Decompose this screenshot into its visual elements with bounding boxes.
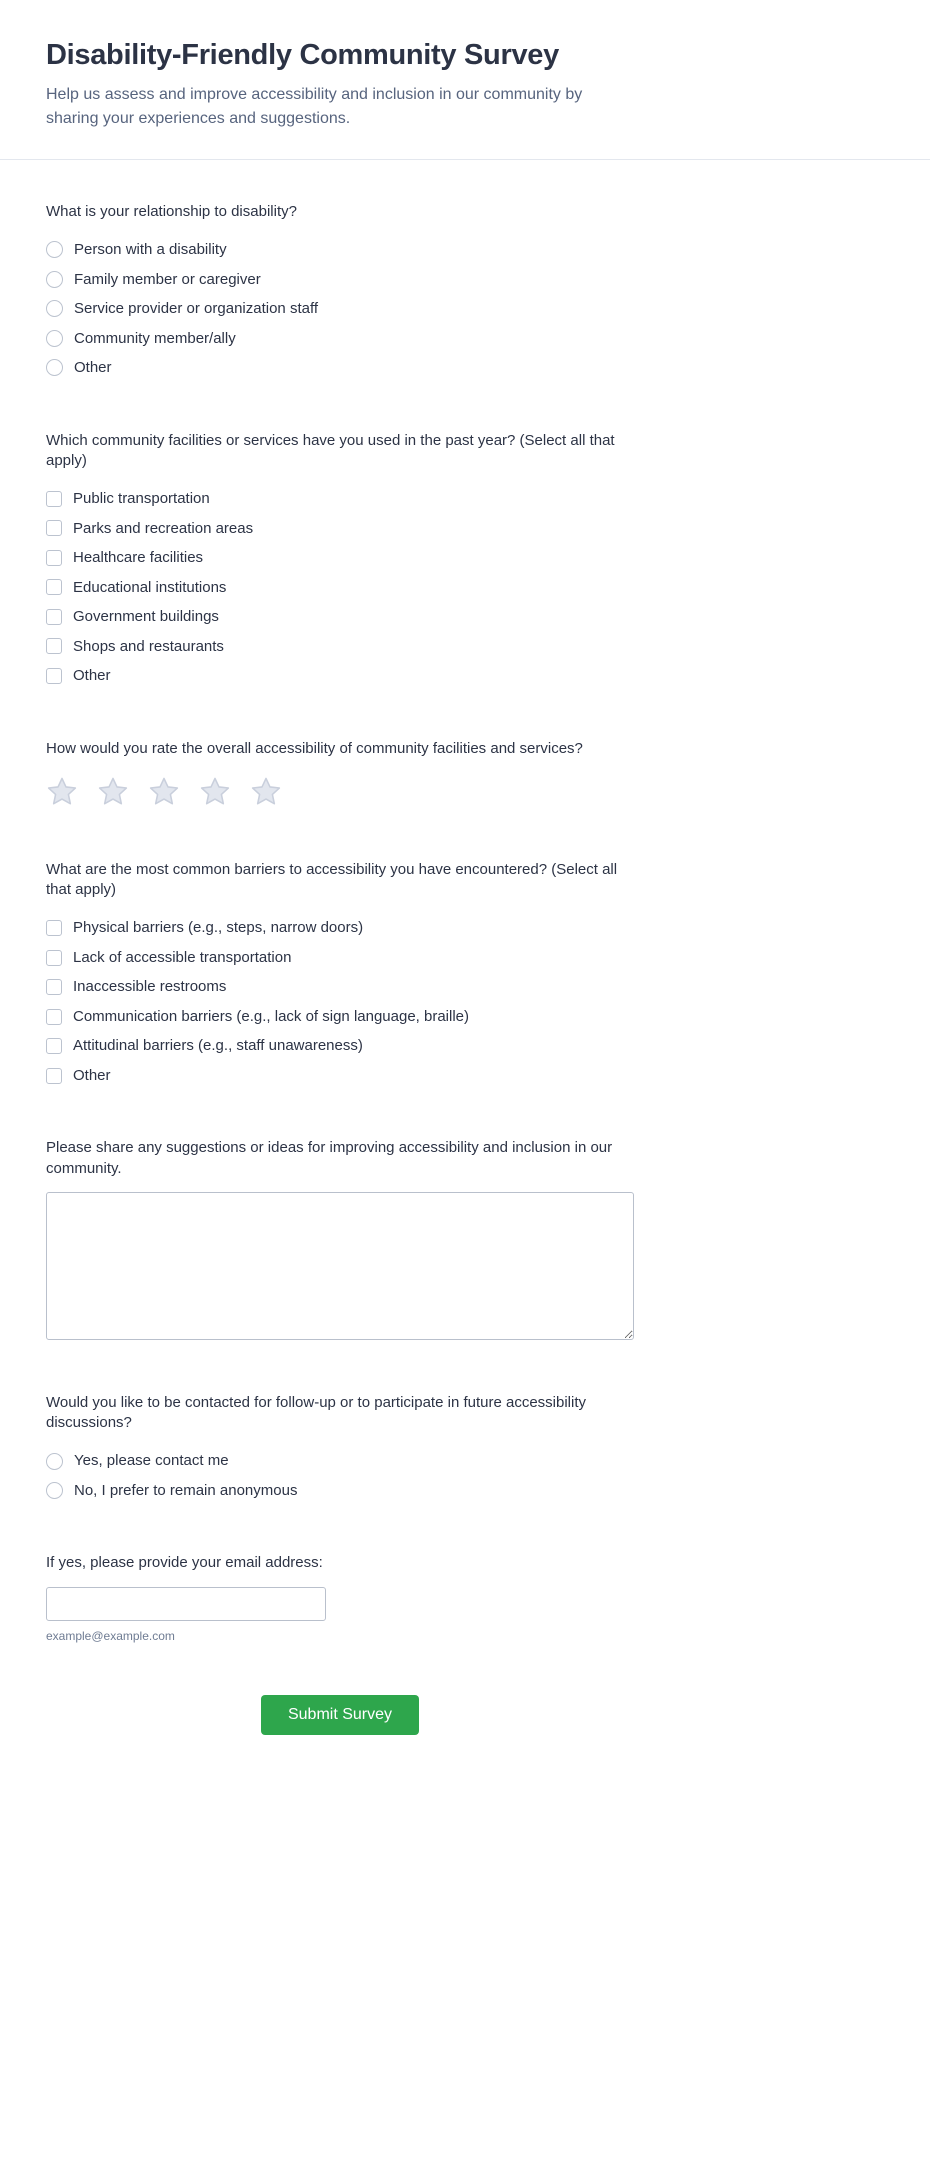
checkbox-icon[interactable] [46,950,62,966]
radio-option-label: No, I prefer to remain anonymous [74,1481,298,1499]
question-label: If yes, please provide your email address: [46,1554,323,1572]
question-label: What are the most common barriers to accessibility you have encountered? (Select all that apply) [46,860,618,899]
submit-button[interactable]: Submit Survey [261,1695,419,1735]
question-label: Please share any suggestions or ideas for improving accessibility and inclusion in our community. [46,1139,613,1177]
checkbox-option-label: Attitudinal barriers (e.g., staff unawareness) [73,1037,363,1055]
radio-option-label: Service provider or organization staff [74,300,319,318]
checkbox-icon[interactable] [46,1068,62,1084]
star-rating [46,772,634,812]
checkbox-option[interactable] [46,913,363,943]
radio-button-icon[interactable] [46,330,63,347]
checkbox-option[interactable] [46,1061,111,1091]
checkbox-icon[interactable] [46,609,62,625]
checkbox-option[interactable] [46,514,253,544]
checkbox-option[interactable] [46,543,203,573]
question-facilities [46,431,634,691]
checkbox-option-label: Inaccessible restrooms [73,978,227,996]
checkbox-option[interactable] [46,632,224,662]
radio-button-icon[interactable] [46,300,63,317]
radio-option[interactable] [46,1446,229,1476]
checkbox-option-label: Communication barriers (e.g., lack of sign language, braille) [73,1007,470,1025]
checkbox-option-label: Physical barriers (e.g., steps, narrow doors) [73,919,364,937]
email-helper-text: example@example.com [46,1628,175,1643]
checkbox-option-label: Shops and restaurants [73,637,224,655]
radio-option-label: Other [74,359,112,377]
star-3-icon[interactable] [148,776,180,812]
radio-option[interactable] [46,265,261,295]
radio-option[interactable] [46,324,236,354]
email-input[interactable] [46,1587,326,1621]
question-label: What is your relationship to disability? [46,202,297,220]
checkbox-option-label: Lack of accessible transportation [73,948,292,966]
checkbox-option[interactable] [46,943,291,973]
radio-option-label: Yes, please contact me [74,1452,229,1470]
checkbox-icon[interactable] [46,979,62,995]
checkbox-option[interactable] [46,1002,469,1032]
question-barriers [46,860,634,1091]
question-rating [46,739,634,812]
checkbox-option[interactable] [46,661,111,691]
question-contact [46,1393,634,1506]
radio-button-icon[interactable] [46,1482,63,1499]
star-1-icon[interactable] [46,776,78,812]
checkbox-option[interactable] [46,972,226,1002]
checkbox-option-label: Public transportation [73,490,210,508]
radio-button-icon[interactable] [46,241,63,258]
checkbox-option-label: Parks and recreation areas [73,519,254,537]
radio-option-label: Community member/ally [74,329,236,347]
question-label: How would you rate the overall accessibility of community facilities and services? [46,739,583,757]
checkbox-option-label: Other [73,667,111,685]
question-email [46,1553,634,1642]
checkbox-icon[interactable] [46,1009,62,1025]
submit-row [46,1695,634,1795]
checkbox-option-label: Government buildings [73,608,219,626]
question-relationship [46,202,634,383]
form-body [0,160,634,1795]
form-header [0,0,930,159]
checkbox-icon[interactable] [46,920,62,936]
checkbox-option-label: Other [73,1066,111,1084]
radio-button-icon[interactable] [46,359,63,376]
star-4-icon[interactable] [199,776,231,812]
radio-option-label: Person with a disability [74,241,227,259]
page-title: Disability-Friendly Community Survey [46,39,559,71]
radio-button-icon[interactable] [46,271,63,288]
checkbox-icon[interactable] [46,638,62,654]
radio-option[interactable] [46,353,112,383]
checkbox-option[interactable] [46,484,210,514]
checkbox-option-label: Educational institutions [73,578,227,596]
question-suggestions [46,1138,634,1345]
checkbox-icon[interactable] [46,1038,62,1054]
star-2-icon[interactable] [97,776,129,812]
radio-button-icon[interactable] [46,1453,63,1470]
radio-option[interactable] [46,1476,297,1506]
checkbox-icon[interactable] [46,520,62,536]
checkbox-icon[interactable] [46,491,62,507]
question-label: Would you like to be contacted for follow-up or to participate in future accessibility discussions? [46,1393,586,1432]
page-subtitle: Help us assess and improve accessibility and inclusion in our community by sharing your experiences and suggestions. [46,85,583,127]
star-5-icon[interactable] [250,776,282,812]
checkbox-option[interactable] [46,1031,363,1061]
question-label: Which community facilities or services have you used in the past year? (Select all that apply) [46,431,615,469]
radio-option[interactable] [46,294,318,324]
checkbox-option-label: Healthcare facilities [73,549,204,567]
checkbox-option[interactable] [46,602,219,632]
checkbox-icon[interactable] [46,550,62,566]
checkbox-icon[interactable] [46,668,62,684]
checkbox-icon[interactable] [46,579,62,595]
radio-option-label: Family member or caregiver [74,270,261,288]
radio-option[interactable] [46,235,227,265]
checkbox-option[interactable] [46,573,226,603]
suggestions-textarea[interactable] [46,1192,634,1340]
